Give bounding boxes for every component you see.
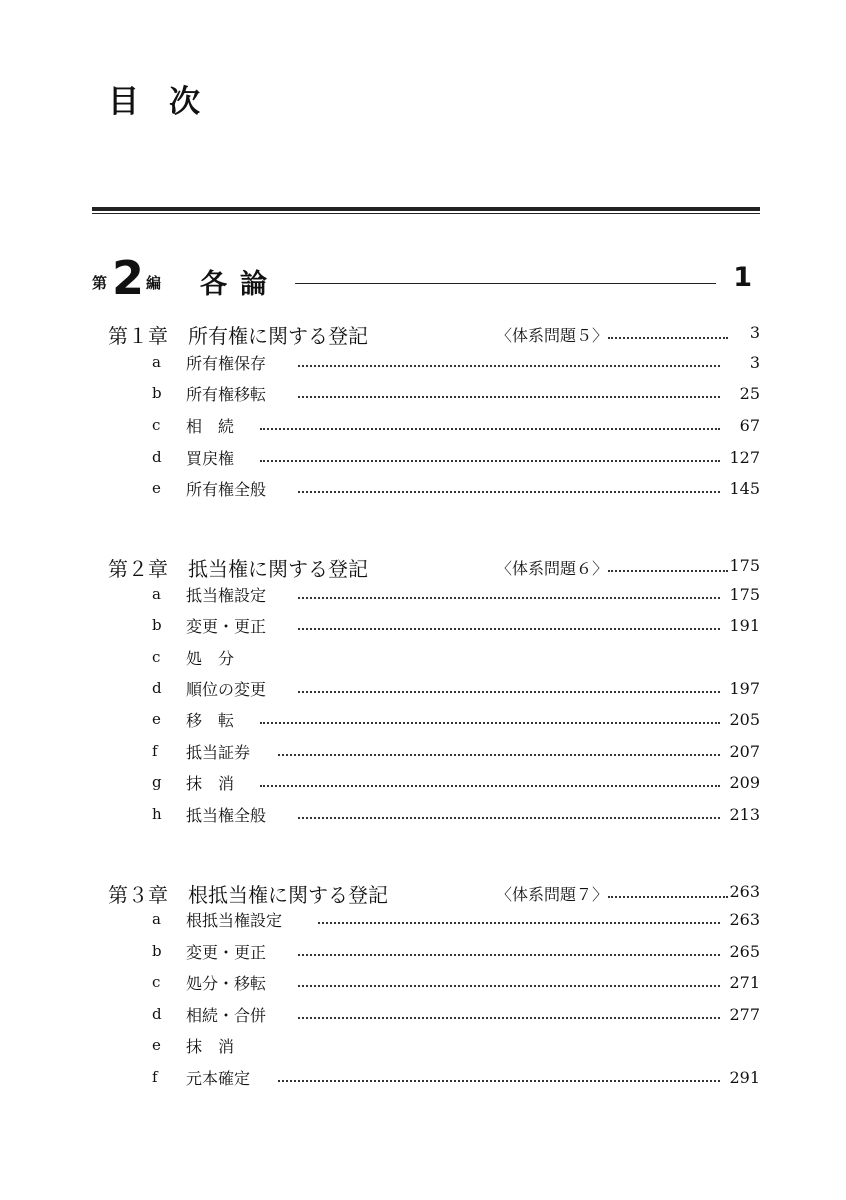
chapter-leader-dots <box>608 896 728 898</box>
chapter-2-entry[interactable] <box>108 553 760 581</box>
item-page: 263 <box>729 910 760 929</box>
part-heading[interactable] <box>92 251 760 306</box>
item-label: 抵当証券 <box>186 743 251 762</box>
item-page: 291 <box>729 1068 760 1087</box>
toc-item[interactable] <box>152 971 760 995</box>
chapter-page: 175 <box>729 556 760 575</box>
toc-item[interactable] <box>152 583 760 607</box>
item-page: 205 <box>729 710 760 729</box>
item-page: 25 <box>739 384 760 403</box>
toc-item[interactable] <box>152 351 760 375</box>
item-leader-dots <box>260 460 720 462</box>
chapter-system-ref: 〈体系問題５〉 <box>496 326 609 345</box>
item-letter: f <box>152 1068 158 1086</box>
item-label: 元本確定 <box>186 1069 251 1088</box>
toc-item[interactable] <box>152 414 760 438</box>
item-label: 相続・合併 <box>186 1006 267 1025</box>
item-letter: d <box>152 448 162 466</box>
chapter-title: 第１章 所有権に関する登記 <box>108 324 368 348</box>
toc-item[interactable] <box>152 677 760 701</box>
toc-item[interactable] <box>152 803 760 827</box>
toc-item[interactable] <box>152 708 760 732</box>
toc-item[interactable] <box>152 940 760 964</box>
item-page: 271 <box>729 973 760 992</box>
item-letter: d <box>152 1005 162 1023</box>
item-page: 175 <box>729 585 760 604</box>
chapter-page: 3 <box>749 323 760 342</box>
item-label: 相 続 <box>186 417 235 436</box>
item-letter: g <box>152 773 162 791</box>
item-letter: b <box>152 384 162 402</box>
item-letter: c <box>152 648 161 666</box>
item-leader-dots <box>260 785 720 787</box>
item-page: 207 <box>729 742 760 761</box>
title-rule-thick <box>92 207 760 211</box>
item-leader-dots <box>298 985 720 987</box>
item-letter: e <box>152 479 161 497</box>
toc-item[interactable] <box>152 382 760 406</box>
toc-item[interactable] <box>152 740 760 764</box>
item-label: 抵当権全般 <box>186 806 267 825</box>
item-leader-dots <box>298 817 720 819</box>
chapter-title: 第２章 抵当権に関する登記 <box>108 557 368 581</box>
item-leader-dots <box>298 628 720 630</box>
title-rule-thin <box>92 213 760 214</box>
item-letter: e <box>152 710 161 728</box>
item-page: 191 <box>729 616 760 635</box>
item-letter: a <box>152 910 161 928</box>
item-label: 変更・更正 <box>186 617 267 636</box>
item-page: 67 <box>739 416 760 435</box>
item-label: 所有権保存 <box>186 354 267 373</box>
chapter-page: 263 <box>729 882 760 901</box>
item-label: 所有権全般 <box>186 480 267 499</box>
item-letter: e <box>152 1036 161 1054</box>
chapter-leader-dots <box>608 337 728 339</box>
item-label: 処 分 <box>186 649 235 668</box>
item-leader-dots <box>278 754 720 756</box>
item-leader-dots <box>278 1080 720 1082</box>
item-leader-dots <box>298 365 720 367</box>
part-prefix: 第 <box>92 274 108 292</box>
toc-item[interactable] <box>152 1003 760 1027</box>
part-suffix: 編 <box>146 274 162 292</box>
item-page: 209 <box>729 773 760 792</box>
item-leader-dots <box>298 691 720 693</box>
item-label: 順位の変更 <box>186 680 267 699</box>
item-page: 265 <box>729 942 760 961</box>
item-letter: a <box>152 585 161 603</box>
chapter-system-ref: 〈体系問題６〉 <box>496 559 609 578</box>
page-title-char-2: 次 <box>169 84 202 120</box>
toc-item[interactable] <box>152 446 760 470</box>
chapter-system-ref: 〈体系問題７〉 <box>496 885 609 904</box>
item-page: 277 <box>729 1005 760 1024</box>
item-leader-dots <box>298 396 720 398</box>
item-page: 145 <box>729 479 760 498</box>
item-page: 213 <box>729 805 760 824</box>
toc-item[interactable] <box>152 477 760 501</box>
item-letter: b <box>152 616 162 634</box>
item-letter: c <box>152 416 161 434</box>
item-label: 抵当権設定 <box>186 586 267 605</box>
chapter-3-entry[interactable] <box>108 879 760 907</box>
item-label: 処分・移転 <box>186 974 267 993</box>
item-label: 移 転 <box>186 711 235 730</box>
item-letter: c <box>152 973 161 991</box>
toc-item[interactable] <box>152 646 760 670</box>
item-label: 買戻権 <box>186 449 235 468</box>
item-label: 根抵当権設定 <box>186 911 283 930</box>
item-page: 3 <box>749 353 760 372</box>
toc-item[interactable] <box>152 1034 760 1058</box>
item-leader-dots <box>298 597 720 599</box>
item-page: 197 <box>729 679 760 698</box>
part-title: 各論 <box>200 269 280 300</box>
item-letter: f <box>152 742 158 760</box>
toc-item[interactable] <box>152 771 760 795</box>
item-leader-dots <box>298 954 720 956</box>
toc-item[interactable] <box>152 908 760 932</box>
item-letter: b <box>152 942 162 960</box>
chapter-title: 第３章 根抵当権に関する登記 <box>108 883 388 907</box>
item-label: 抹 消 <box>186 1037 235 1056</box>
part-number: 2 <box>112 251 145 305</box>
chapter-1-entry[interactable] <box>108 320 760 348</box>
item-letter: h <box>152 805 162 823</box>
item-leader-dots <box>260 428 720 430</box>
item-leader-dots <box>260 722 720 724</box>
item-leader-dots <box>298 1017 720 1019</box>
item-page: 127 <box>729 448 760 467</box>
toc-item[interactable] <box>152 614 760 638</box>
item-letter: d <box>152 679 162 697</box>
item-label: 抹 消 <box>186 774 235 793</box>
toc-item[interactable] <box>152 1066 760 1090</box>
chapter-leader-dots <box>608 570 728 572</box>
item-label: 変更・更正 <box>186 943 267 962</box>
item-leader-dots <box>318 922 720 924</box>
item-label: 所有権移転 <box>186 385 267 404</box>
page-title-char-1: 目 <box>108 84 141 120</box>
item-letter: a <box>152 353 161 371</box>
part-leader-line <box>295 283 716 284</box>
part-page: 1 <box>733 262 752 293</box>
page-title <box>108 76 202 121</box>
item-leader-dots <box>298 491 720 493</box>
